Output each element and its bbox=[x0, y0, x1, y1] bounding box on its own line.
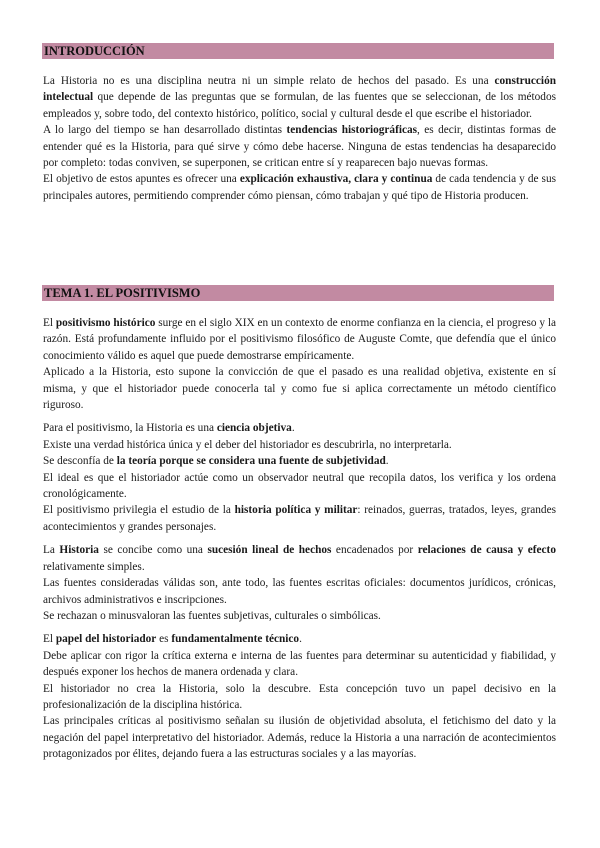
tema1-paragraph-11: El papel del historiador es fundamentalmente técnico. bbox=[43, 633, 302, 646]
tema1-paragraph-8: La Historia se concibe como una sucesión lineal de hechos encadenados por relaciones de causa y efecto relativamente simples. bbox=[43, 544, 556, 573]
tema1-paragraph-10: Se rechazan o minusvaloran las fuentes subjetivas, culturales o simbólicas. bbox=[43, 609, 381, 622]
tema1-paragraph-13: El historiador no crea la Historia, solo la descubre. Esta concepción tuvo un papel decisivo en la profesionalización de la disciplina histórica. bbox=[43, 682, 556, 711]
tema1-paragraph-9: Las fuentes consideradas válidas son, ante todo, las fuentes escritas oficiales: documentos jurídicos, crónicas, archivos administrativos e inscripciones. bbox=[43, 577, 556, 606]
intro-body bbox=[43, 73, 556, 204]
intro-paragraph-3: El objetivo de estos apuntes es ofrecer una explicación exhaustiva, clara y continua de cada tendencia y de sus principales autores, permitiendo comprender cómo piensan, cómo trabajan y qué tipo de Historia producen. bbox=[43, 173, 556, 202]
intro-paragraph-1: La Historia no es una disciplina neutra ni un simple relato de hechos del pasado. Es una construcción intelectual que depende de las preguntas que se formulan, de las fuentes que se seleccionan, de los métodos empleados y, sobre todo, del contexto histórico, político, social y cultural desde el que escribe el historiador. bbox=[43, 75, 556, 120]
tema1-paragraph-12: Debe aplicar con rigor la crítica externa e interna de las fuentes para determinar su autenticidad y fiabilidad, y después exponer los hechos de manera ordenada y clara. bbox=[43, 649, 556, 679]
tema1-paragraph-3: Para el positivismo, la Historia es una ciencia objetiva. bbox=[43, 422, 295, 435]
intro-paragraph-2: A lo largo del tiempo se han desarrollado distintas tendencias historiográficas, es decir, distintas formas de entender qué es la Historia, para qué sirve y cómo debe hacerse. Ninguna de estas tendencias ha desaparecido por completo: todas conviven, se superponen, se critican entre sí y reaparecen bajo nuevas formas. bbox=[43, 124, 557, 170]
tema1-paragraph-6: El ideal es que el historiador actúe como un observador neutral que recopila datos, los verifica y los ordena cronológicamente. bbox=[43, 471, 556, 501]
intro-heading: INTRODUCCIÓN bbox=[42, 43, 554, 59]
tema1-paragraph-5: Se desconfía de la teoría porque se considera una fuente de subjetividad. bbox=[43, 455, 389, 468]
tema1-body bbox=[43, 315, 556, 763]
tema1-heading: TEMA 1. EL POSITIVISMO bbox=[42, 285, 554, 301]
tema1-paragraph-4: Existe una verdad histórica única y el deber del historiador es descubrirla, no interpretarla. bbox=[43, 438, 452, 451]
tema1-paragraph-14: Las principales críticas al positivismo señalan su ilusión de objetividad absoluta, el fetichismo del dato y la negación del papel interpretativo del historiador. Además, reduce la Historia a una narración de acontecimientos protagonizados por élites, dejando fuera a las estructuras sociales y a las mayorías. bbox=[43, 715, 556, 761]
tema1-paragraph-1: El positivismo histórico surge en el siglo XIX en un contexto de enorme confianza en la ciencia, el progreso y la razón. Está profundamente influido por el positivismo filosófico de Auguste Comte, que defendía que el único conocimiento válido es aquel que puede demostrarse empíricamente. bbox=[43, 317, 556, 362]
tema1-paragraph-7: El positivismo privilegia el estudio de la historia política y militar: reinados, guerras, tratados, leyes, grandes acontecimientos y grandes personajes. bbox=[43, 504, 556, 533]
tema1-paragraph-2: Aplicado a la Historia, esto supone la convicción de que el pasado es una realidad objetiva, existente en sí misma, y que el historiador puede conocerla tal y como fue si aplica correctamente un método científico riguroso. bbox=[43, 366, 556, 412]
